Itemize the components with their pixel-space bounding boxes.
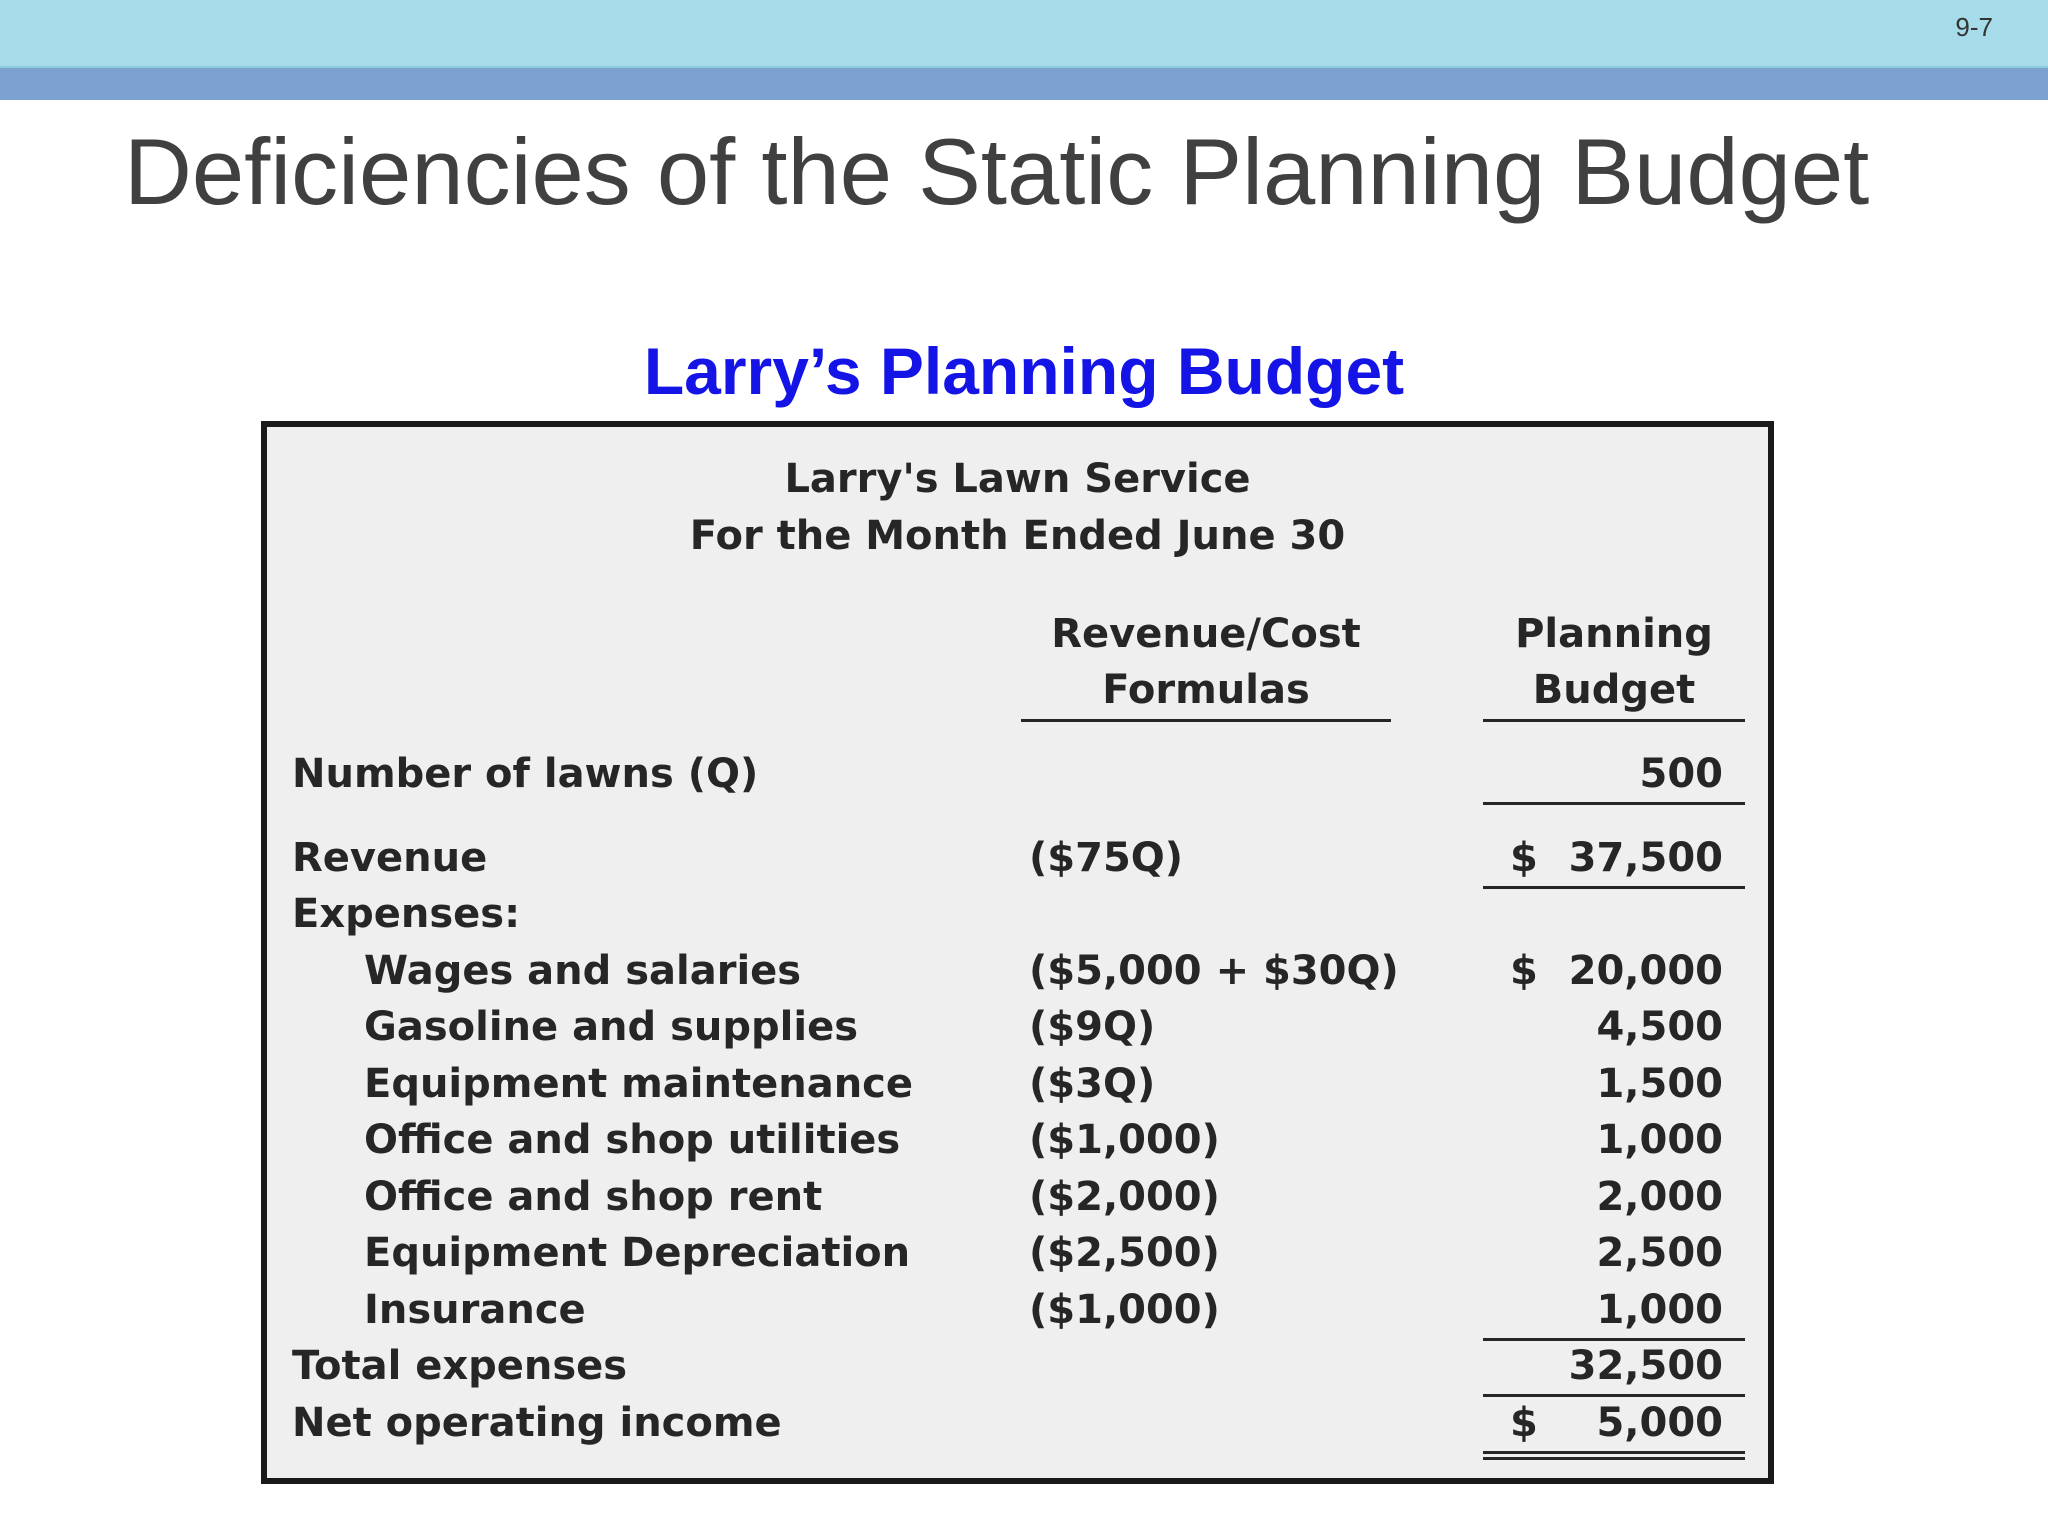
revenue-formula: ($75Q) [1029,835,1184,881]
expense-value: 1,500 [1596,1061,1723,1107]
expense-value: 2,500 [1596,1230,1723,1276]
header-bar [0,0,2048,68]
total-expenses-label: Total expenses [292,1343,628,1389]
statement-period: For the Month Ended June 30 [689,513,1346,559]
company-name: Larry's Lawn Service [784,456,1251,502]
expense-label: Equipment maintenance [364,1061,914,1107]
net-income-value: 5,000 [1596,1400,1723,1446]
expense-currency: $ [1510,948,1538,994]
expense-label: Gasoline and supplies [364,1004,859,1050]
expense-value: 4,500 [1596,1004,1723,1050]
lawns-value: 500 [1639,751,1723,797]
budget-statement [261,421,1774,1484]
expense-formula: ($1,000) [1029,1117,1220,1163]
expense-label: Equipment Depreciation [364,1230,911,1276]
revenue-rule [1483,886,1745,889]
expense-label: Wages and salaries [364,948,802,994]
budget-header-line2: Budget [1532,667,1696,713]
revenue-label: Revenue [292,835,488,881]
net-income-currency: $ [1510,1400,1538,1446]
net-income-label: Net operating income [292,1400,782,1446]
total-expenses-value: 32,500 [1568,1343,1723,1389]
expense-formula: ($1,000) [1029,1287,1220,1333]
expense-label: Office and shop utilities [364,1117,901,1163]
expense-label: Office and shop rent [364,1174,823,1220]
formula-header-line2: Formulas [1102,667,1310,713]
lawns-rule [1483,802,1745,805]
budget-header-rule [1483,719,1745,722]
expense-formula: ($2,000) [1029,1174,1220,1220]
expense-label: Insurance [364,1287,586,1333]
budget-header-line1: Planning [1515,611,1713,657]
expense-value: 2,000 [1596,1174,1723,1220]
formula-header-rule [1021,719,1391,722]
expense-formula: ($5,000 + $30Q) [1029,948,1399,994]
revenue-currency: $ [1510,835,1538,881]
slide-subtitle: Larry’s Planning Budget [643,334,1405,408]
expense-formula: ($3Q) [1029,1061,1156,1107]
expense-formula: ($2,500) [1029,1230,1220,1276]
lawns-label: Number of lawns (Q) [292,751,759,797]
slide-title: Deficiencies of the Static Planning Budget [124,119,1870,224]
header-accent-bar [0,68,2048,100]
slide-number: 9-7 [1955,12,1993,42]
net-income-double-rule [1483,1451,1745,1460]
expense-value: 1,000 [1596,1287,1723,1333]
formula-header-line1: Revenue/Cost [1051,611,1361,657]
expense-value: 20,000 [1568,948,1723,994]
expense-value: 1,000 [1596,1117,1723,1163]
total-rule [1483,1394,1745,1397]
expenses-heading: Expenses: [292,891,521,937]
revenue-value: 37,500 [1568,835,1723,881]
expense-formula: ($9Q) [1029,1004,1156,1050]
